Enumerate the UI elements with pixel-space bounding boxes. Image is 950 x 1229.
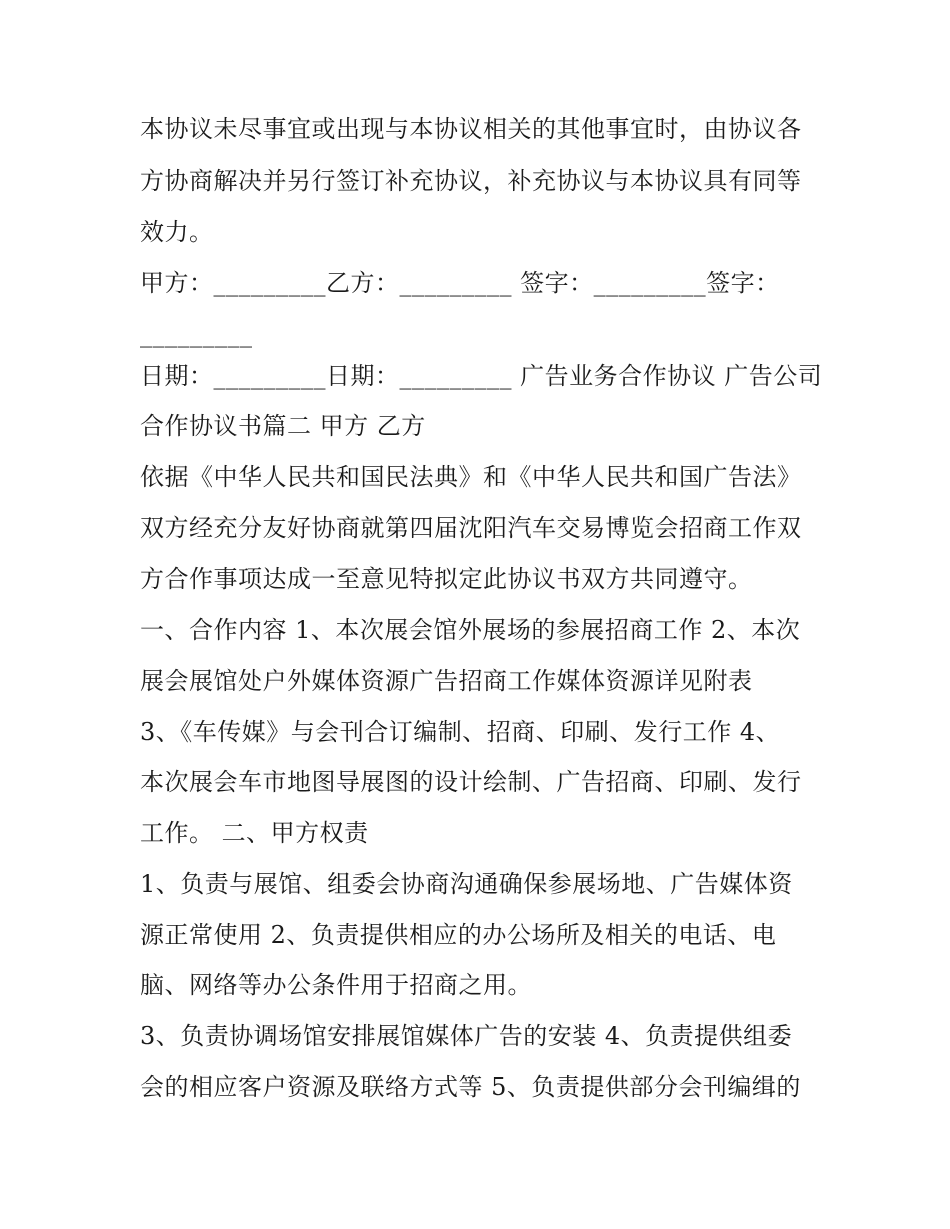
paragraph-line: 3、负责协调场馆安排展馆媒体广告的安装 4、负责提供组委 — [140, 1022, 793, 1050]
paragraph-line: 脑、网络等办公条件用于招商之用。 — [140, 971, 532, 999]
paragraph-line: 1、负责与展馆、组委会协商沟通确保参展场地、广告媒体资 — [140, 870, 793, 898]
paragraph-line: 3、《车传媒》与会刊合订编制、招商、印刷、发行工作 4、 — [140, 718, 781, 746]
paragraph-line: 工作。 二、甲方权责 — [140, 819, 369, 847]
paragraph-line: 方协商解决并另行签订补充协议，补充协议与本协议具有同等 — [140, 167, 802, 195]
paragraph-line: 依据《中华人民共和国民法典》和《中华人民共和国广告法》 — [140, 463, 802, 491]
signature-line-parties: 甲方：_________乙方：_________ 签字：_________签字： — [140, 269, 780, 297]
date-line: 日期：_________日期：_________ 广告业务合作协议 广告公司 — [140, 362, 823, 390]
section-title-line: 合作协议书篇二 甲方 乙方 — [140, 412, 426, 440]
paragraph-line: 本次展会车市地图导展图的设计绘制、广告招商、印刷、发行 — [140, 768, 802, 796]
paragraph-line: 效力。 — [140, 218, 214, 246]
paragraph-line: 会的相应客户资源及联络方式等 5、负责提供部分会刊编缉的 — [140, 1073, 801, 1101]
paragraph-line: 源正常使用 2、负责提供相应的办公场所及相关的电话、电 — [140, 921, 777, 949]
paragraph-line: 方合作事项达成一至意见特拟定此协议书双方共同遵守。 — [140, 565, 753, 593]
paragraph-line: 展会展馆处户外媒体资源广告招商工作媒体资源详见附表 — [140, 667, 753, 695]
paragraph-line: 双方经充分友好协商就第四届沈阳汽车交易博览会招商工作双 — [140, 514, 802, 542]
signature-line-blank: _________ — [140, 320, 253, 348]
paragraph-line: 本协议未尽事宜或出现与本协议相关的其他事宜时，由协议各 — [140, 115, 802, 143]
paragraph-line: 一、合作内容 1、本次展会馆外展场的参展招商工作 2、本次 — [140, 616, 801, 644]
